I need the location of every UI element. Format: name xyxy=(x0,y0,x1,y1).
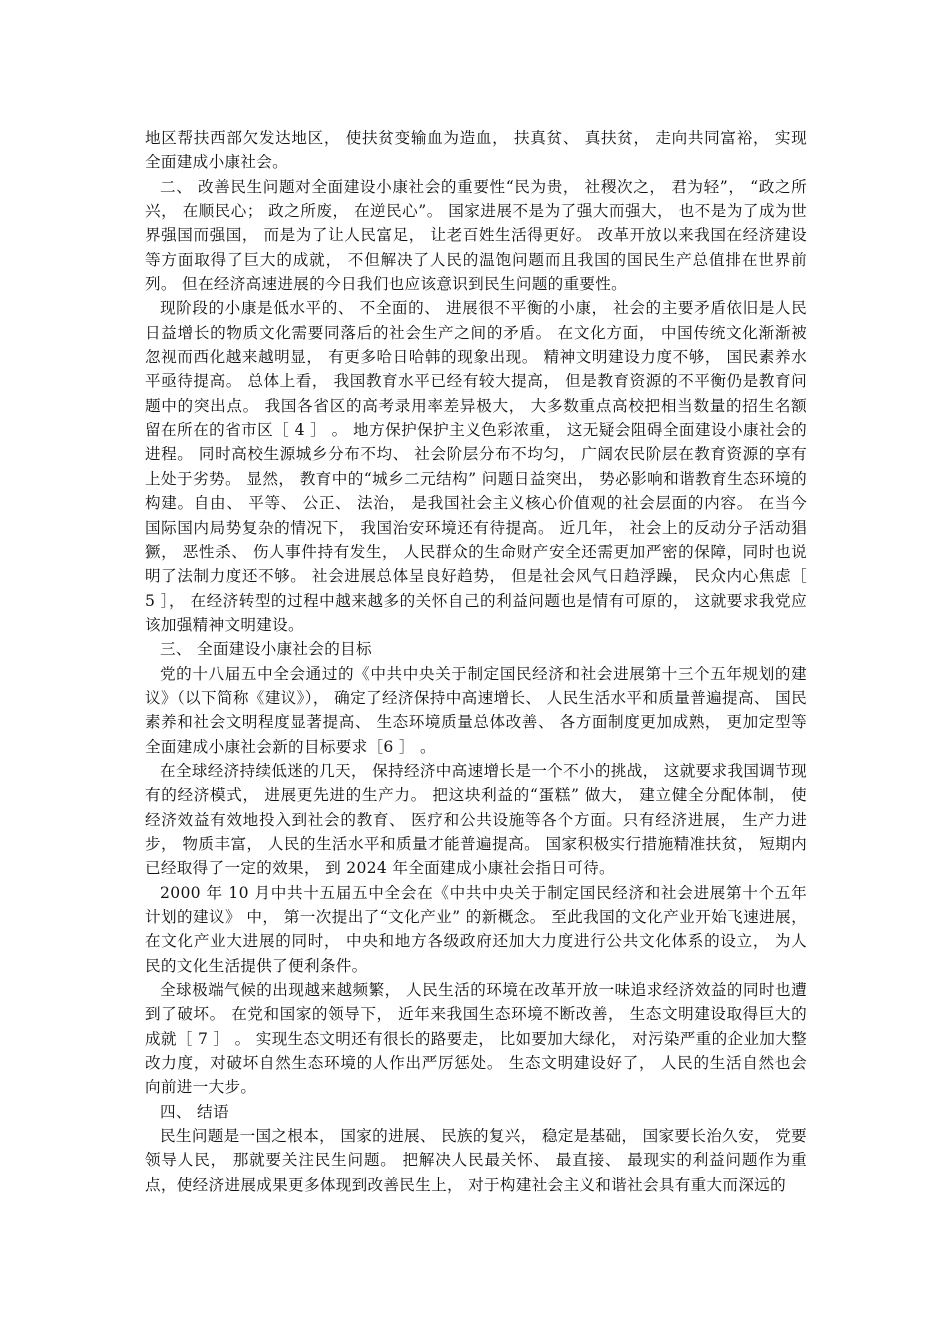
paragraph-7: 2000 年 10 月中共十五届五中全会在《中共中央关于制定国民经济和社会进展第十个五年计划的建议》 中， 第一次提出了“文化产业” 的新概念。 至此我国的文化产业开始飞速进展，在文化产业大进展的同时， 中央和地方各级政府还加大力度进行公共文化体系的设立， 为人民的文化生活提供了便利条件。 xyxy=(145,883,807,975)
document-body xyxy=(145,126,807,1197)
paragraph-5: 党的十八届五中全会通过的《中共中央关于制定国民经济和社会进展第十三个五年规划的建议》（以下简称《建议》）， 确定了经济保持中高速增长、 人民生活水平和质量普遍提高、 国民素养和社会文明程度显著提高、 生态环境质量总体改善、 各方面制度更加成熟， 更加定型等全面建成小康社会新的目标要求［6 ］ 。 xyxy=(145,664,807,756)
paragraph-2: 二、 改善民生问题对全面建设小康社会的重要性“民为贵， 社稷次之， 君为轻”， “政之所兴， 在顺民心； 政之所废， 在逆民心”。 国家进展不是为了强大而强大， 也不是为了成为世界强国而强国， 而是为了让人民富足， 让老百姓生活得更好。 改革开放以来我国在经济建设等方面取得了巨大的成就， 不但解决了人民的温饱问题而且我国的国民生产总值排在世界前列。 但在经济高速进展的今日我们也应该意识到民生问题的重要性。 xyxy=(145,177,807,294)
paragraph-3: 现阶段的小康是低水平的、 不全面的、 进展很不平衡的小康， 社会的主要矛盾依旧是人民日益增长的物质文化需要同落后的社会生产之间的矛盾。 在文化方面， 中国传统文化渐渐被忽视而西化越来越明显， 有更多哈日哈韩的现象出现。 精神文明建设力度不够， 国民素养水平亟待提高。 总体上看， 我国教育水平已经有较大提高， 但是教育资源的不平衡仍是教育问题中的突出点。 我国各省区的高考录用率差异极大， 大多数重点高校把相当数量的招生名额留在所在的省市区［ 4 ］ 。 地方保护保护主义色彩浓重， 这无疑会阻碍全面建设小康社会的进程。 同时高校生源城乡分布不均、 社会阶层分布不均匀， 广阔农民阶层在教育资源的享有上处于劣势。 显然， 教育中的“城乡二元结构” 问题日益突出， 势必影响和谐教育生态环境的构建。自由、 平等、 公正、 法治， 是我国社会主义核心价值观的社会层面的内容。 在当今国际国内局势复杂的情况下， 我国治安环境还有待提高。 近几年， 社会上的反动分子活动猖獗， 恶性杀、 伤人事件持有发生， 人民群众的生命财产安全还需更加严密的保障，同时也说明了法制力度还不够。 社会进展总体呈良好趋势， 但是社会风气日趋浮躁， 民众内心焦虑［ 5 ］， 在经济转型的过程中越来越多的关怀自己的利益问题也是情有可原的， 这就要求我党应该加强精神文明建设。 xyxy=(145,299,807,634)
paragraph-1: 地区帮扶西部欠发达地区， 使扶贫变输血为造血， 扶真贫、 真扶贫， 走向共同富裕， 实现全面建成小康社会。 xyxy=(145,129,807,172)
paragraph-10: 民生问题是一国之根本， 国家的进展、 民族的复兴， 稳定是基础， 国家要长治久安， 党要领导人民， 那就要关注民生问题。 把解决人民最关怀、 最直接、 最现实的利益问题作为重点，使经济进展成果更多体现到改善民生上， 对于构建社会主义和谐社会具有重大而深远的 xyxy=(145,1127,807,1194)
paragraph-6: 在全球经济持续低迷的几天， 保持经济中高速增长是一个不小的挑战， 这就要求我国调节现有的经济模式， 进展更先进的生产力。 把这块利益的“蛋糕” 做大， 建立健全分配体制， 使经济效益有效地投入到社会的教育、 医疗和公共设施等各个方面。只有经济进展， 生产力进步， 物质丰富， 人民的生活水平和质量才能普遍提高。 国家积极实行措施精准扶贫， 短期内已经取得了一定的效果， 到 2024 年全面建成小康社会指日可待。 xyxy=(145,761,807,878)
section-heading-3: 三、 全面建设小康社会的目标 xyxy=(160,640,372,659)
paragraph-8: 全球极端气候的出现越来越频繁， 人民生活的环境在改革开放一味追求经济效益的同时也遭到了破坏。 在党和国家的领导下， 近年来我国生态环境不断改善， 生态文明建设取得巨大的成就［ 7 ］ 。 实现生态文明还有很长的路要走， 比如要加大绿化， 对污染严重的企业加大整改力度，对破坏自然生态环境的人作出严厉惩处。 生态文明建设好了， 人民的生活自然也会向前进一大步。 xyxy=(145,981,807,1097)
section-heading-4: 四、 结语 xyxy=(160,1102,229,1121)
